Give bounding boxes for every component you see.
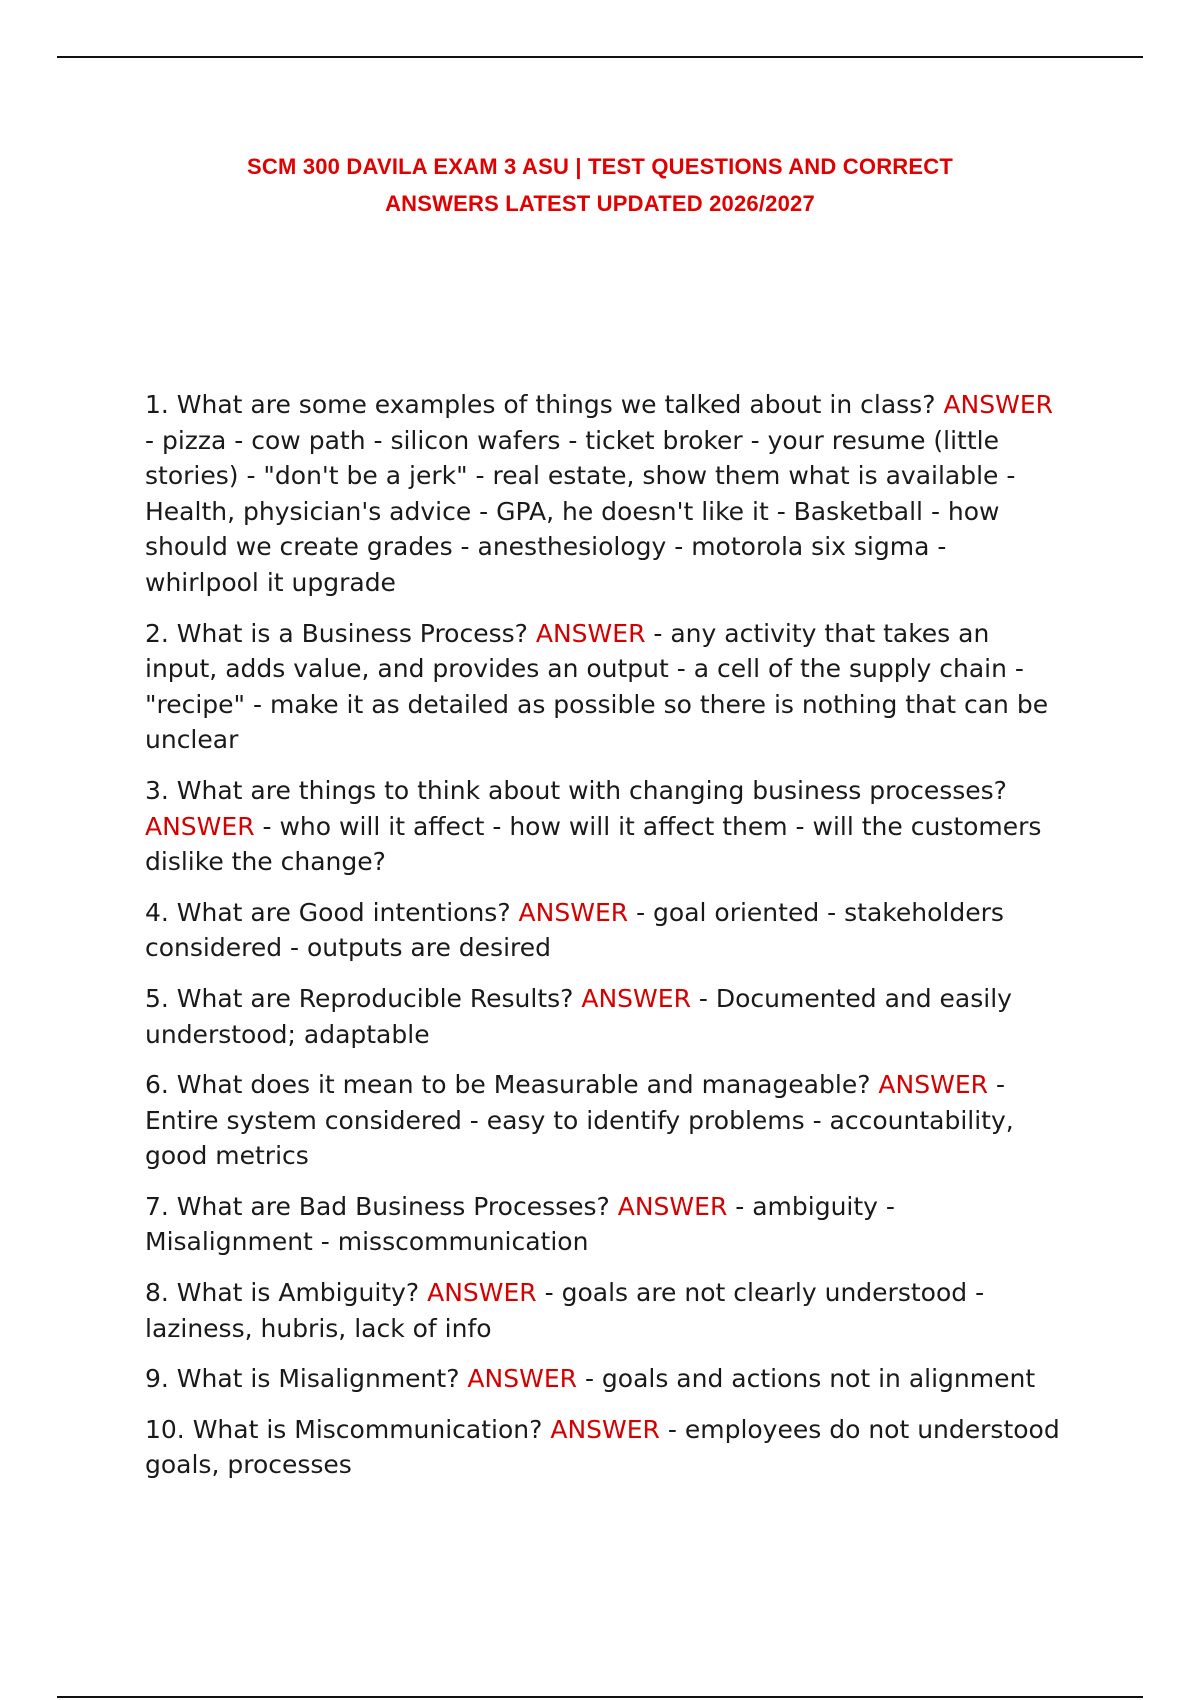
answer-label: ANSWER (581, 983, 691, 1013)
answer-text: - goals and actions not in alignment (584, 1364, 1036, 1394)
answer-label: ANSWER (943, 390, 1053, 419)
answer-text: - goal oriented - stakeholders considered - outputs are desired (145, 897, 1004, 963)
qa-item (145, 1067, 1060, 1174)
question-text: 7. What are Bad Business Processes? (145, 1191, 610, 1221)
answer-text: - employees do not understood goals, processes (145, 1414, 1060, 1480)
qa-item (145, 387, 1060, 601)
question-text: 4. What are Good intentions? (145, 897, 511, 927)
question-text: 8. What is Ambiguity? (145, 1278, 420, 1308)
answer-label: ANSWER (878, 1070, 988, 1100)
answer-text: - ambiguity - Misalignment - misscommunication (145, 1191, 895, 1257)
qa-item (145, 1275, 1060, 1346)
qa-item (145, 1361, 1060, 1397)
answer-text: - Entire system considered - easy to identify problems - accountability, good metrics (145, 1070, 1014, 1171)
qa-item (145, 1189, 1060, 1260)
answer-text: - who will it affect - how will it affect them - will the customers dislike the change? (145, 811, 1042, 877)
answer-label: ANSWER (550, 1414, 660, 1444)
answer-text: - goals are not clearly understood - laziness, hubris, lack of info (145, 1278, 985, 1343)
qa-list (145, 387, 1060, 1498)
question-text: 2. What is a Business Process? (145, 618, 528, 648)
title-line-1: SCM 300 DAVILA EXAM 3 ASU | TEST QUESTIONS AND CORRECT (247, 154, 953, 179)
answer-label: ANSWER (617, 1191, 728, 1221)
bottom-rule (57, 1696, 1143, 1698)
qa-item (145, 1412, 1060, 1483)
question-text: 6. What does it mean to be Measurable and manageable? (145, 1070, 871, 1100)
answer-label: ANSWER (535, 618, 646, 648)
answer-text: - pizza - cow path - silicon wafers - ticket broker - your resume (little stories) - "don't be a jerk" - real estate, show them what is available - Health, physician's advice - GPA, he doesn't like it - Basketball - how should we create grades - anesthesiology - motorola six sigma - whirlpool it upgrade (145, 425, 1016, 597)
answer-text: - any activity that takes an input, adds value, and provides an output - a cell of the supply chain - "recipe" - make it as detailed as possible so there is nothing that can be unclear (145, 618, 1049, 755)
answer-label: ANSWER (145, 811, 255, 841)
answer-text: - Documented and easily understood; adaptable (145, 983, 1012, 1049)
question-text: 1. What are some examples of things we talked about in class? (145, 390, 936, 419)
top-rule (57, 56, 1143, 58)
question-text: 3. What are things to think about with changing business processes? (145, 775, 1007, 805)
answer-label: ANSWER (518, 897, 629, 927)
question-text: 5. What are Reproducible Results? (145, 983, 574, 1013)
title-line-2: ANSWERS LATEST UPDATED 2026/2027 (385, 191, 815, 216)
qa-item (145, 773, 1060, 880)
qa-item (145, 981, 1060, 1052)
qa-item (145, 616, 1060, 758)
answer-label: ANSWER (467, 1364, 577, 1394)
qa-item (145, 895, 1060, 966)
question-text: 9. What is Misalignment? (145, 1364, 460, 1394)
question-text: 10. What is Miscommunication? (145, 1414, 543, 1444)
document-title (140, 148, 1060, 222)
answer-label: ANSWER (427, 1278, 537, 1308)
